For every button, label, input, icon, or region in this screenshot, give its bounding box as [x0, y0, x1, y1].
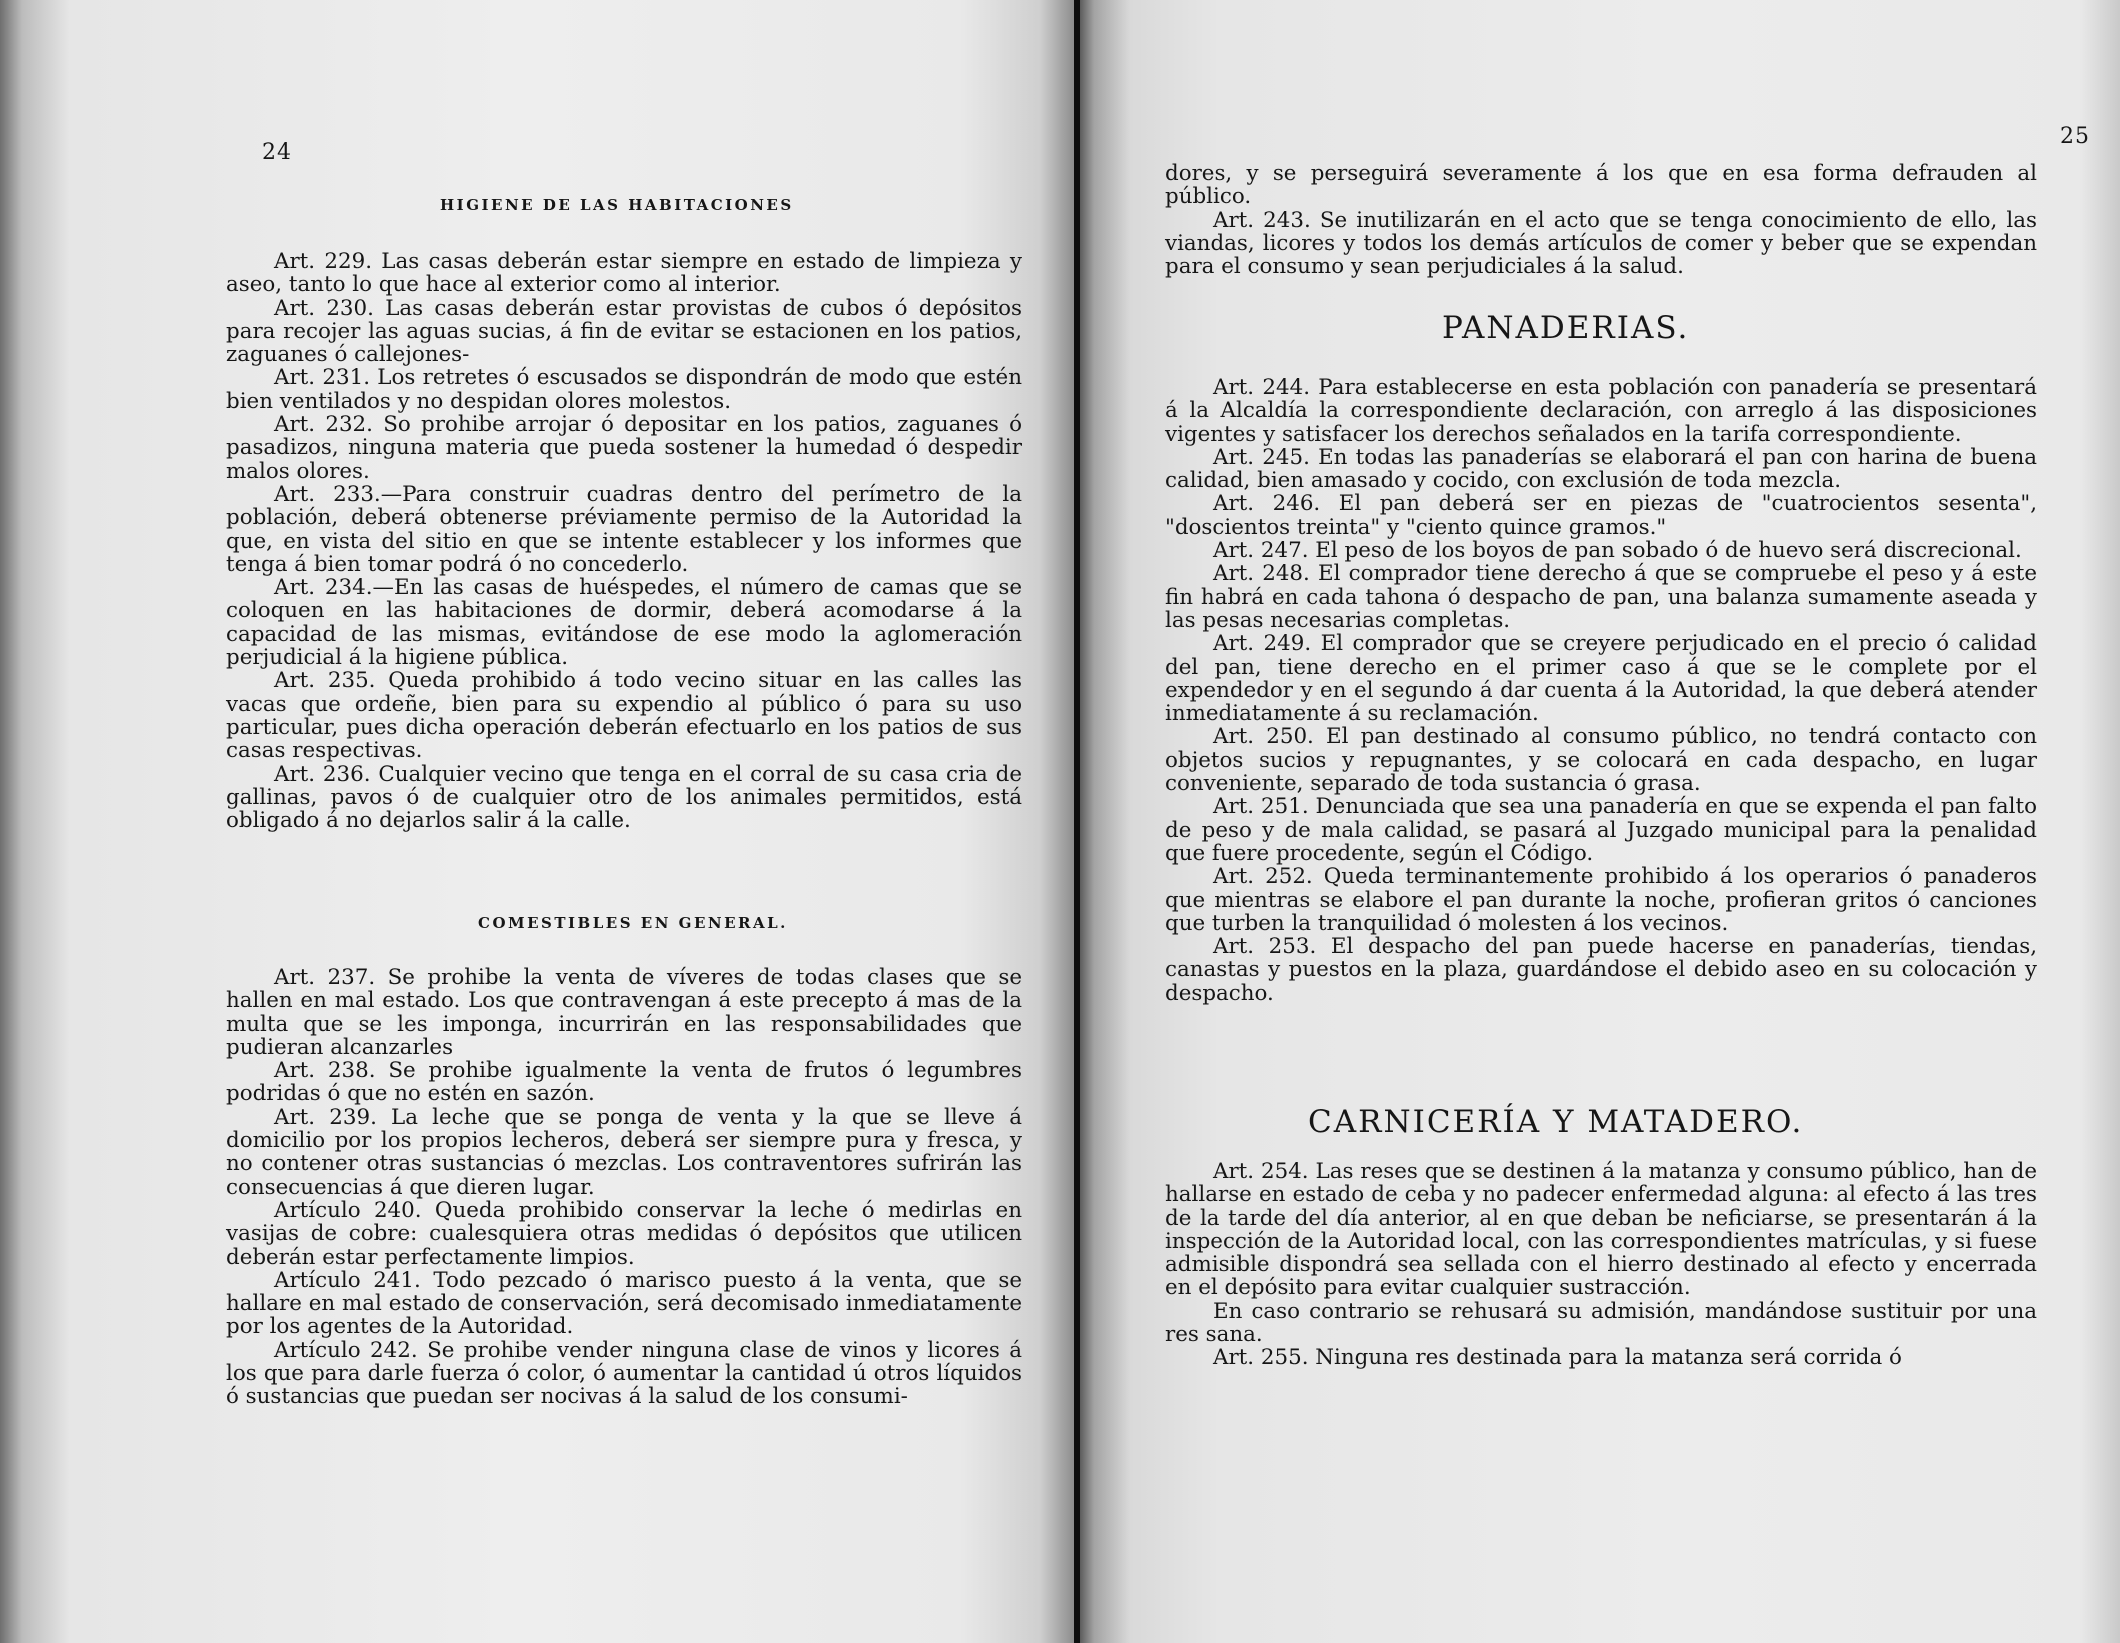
section-comestibles-body: [226, 966, 1022, 1409]
article-242: Artículo 242. Se prohibe vender ninguna clase de vinos y licores á los que para darle fuerza ó color, ó aumentar la cantidad ú otros líquidos ó sustancias que puedan ser nocivas á la salud de los consumi-: [226, 1337, 1022, 1410]
article-236: Art. 236. Cualquier vecino que tenga en el corral de su casa cria de gallinas, pavos ó de cualquier otro de los animales permitidos, está obligado á no dejarlos salir á la calle.: [226, 761, 1022, 834]
article-254-continued: En caso contrario se rehusará su admisión, mandándose sustituir por una res sana.: [1165, 1298, 2037, 1348]
article-245: Art. 245. En todas las panaderías se elaborará el pan con harina de buena calidad, bien amasado y cocido, con exclusión de toda mezcla.: [1165, 444, 2037, 494]
article-250: Art. 250. El pan destinado al consumo público, no tendrá contacto con objetos sucios y repugnantes, y se colocará en cada despacho, en lugar conveniente, separado de toda sustancia ó grasa.: [1165, 724, 2037, 797]
section-higiene-body: [226, 250, 1022, 832]
article-246: Art. 246. El pan deberá ser en piezas de "cuatrocientos sesenta", "doscientos treinta" y "ciento quince gramos.": [1165, 491, 2037, 540]
article-239: Art. 239. La leche que se ponga de venta y la que se lleve á domicilio por los propios lecheros, deberá ser siempre pura y fresca, y no contener otras sustancias ó mezclas. Los contraventores sufrirán las consecuencias á que dieren lugar.: [226, 1104, 1022, 1200]
page-number-right: 25: [2060, 124, 2090, 149]
article-253: Art. 253. El despacho del pan puede hacerse en panaderías, tiendas, canastas y puestos en la plaza, guardándose el debido aseo en su colocación y despacho.: [1165, 934, 2037, 1006]
article-242-continued: dores, y se perseguirá severamente á los que en esa forma defrauden al público.: [1165, 161, 2037, 210]
article-254: Art. 254. Las reses que se destinen á la matanza y consumo público, han de hallarse en estado de ceba y no padecer enfermedad alguna: al efecto á las tres de la tarde del día anterior, al en que deban be neficiarse, se presentarán á la inspección de la Autoridad local, con las correspondientes matrículas, y si fuese admisible dispondrá sea sellada con el hierro destinado al efecto y encerrada en el depósito para evitar cualquier sustracción.: [1165, 1159, 2037, 1301]
article-234: Art. 234.—En las casas de huéspedes, el número de camas que se coloquen en las habitaciones de dormir, deberá acomodarse á la capacidad de las mismas, evitándose de ese modo la aglomeración perjudicial á la higiene pública.: [226, 575, 1022, 671]
article-232: Art. 232. So prohibe arrojar ó depositar en los patios, zaguanes ó pasadizos, ninguna materia que pueda sostener la humedad ó despedir malos olores.: [226, 412, 1022, 484]
section-title-panaderias: PANADERIAS.: [1442, 310, 1690, 346]
article-231: Art. 231. Los retretes ó escusados se dispondrán de modo que estén bien ventilados y no despidan olores molestos.: [226, 365, 1022, 414]
article-229: Art. 229. Las casas deberán estar siempre en estado de limpieza y aseo, tanto lo que hace al exterior como al interior.: [226, 249, 1022, 298]
article-244: Art. 244. Para establecerse en esta población con panadería se presentará á la Alcaldía la correspondiente declaración, con arreglo á las disposiciones vigentes y satisfacer los derechos señalados en la tarifa correspondiente.: [1165, 375, 2037, 447]
section-title-higiene: HIGIENE DE LAS HABITACIONES: [440, 196, 794, 214]
right-page: [1080, 0, 2120, 1643]
article-249: Art. 249. El comprador que se creyere perjudicado en el precio ó calidad del pan, tiene derecho en el primer caso á que se le complete por el expendedor y en el segundo á dar cuenta á la Autoridad, la que deberá atender inmediatamente á su reclamación.: [1165, 631, 2037, 727]
article-255: Art. 255. Ninguna res destinada para la matanza será corrida ó: [1213, 1345, 1902, 1371]
article-240: Artículo 240. Queda prohibido conservar la leche ó medirlas en vasijas de cobre: cualesquiera otras medidas ó depósitos que utilicen deberán estar perfectamente limpios.: [226, 1197, 1022, 1270]
page-number-left: 24: [262, 140, 292, 165]
article-238: Art. 238. Se prohibe igualmente la venta de frutos ó legumbres podridas ó que no estén en sazón.: [226, 1058, 1022, 1107]
article-247: Art. 247. El peso de los boyos de pan sobado ó de huevo será discrecional.: [1213, 538, 2022, 564]
article-252: Art. 252. Queda terminantemente prohibido á los operarios ó panaderos que mientras se elabore el pan durante la noche, profieran gritos ó canciones que turben la tranquilidad ó molesten á los vecinos.: [1165, 864, 2037, 936]
article-251: Art. 251. Denunciada que sea una panadería en que se expenda el pan falto de peso y de mala calidad, se pasará al Juzgado municipal para la penalidad que fuere procedente, según el Código.: [1165, 794, 2037, 866]
article-243: Art. 243. Se inutilizarán en el acto que se tenga conocimiento de ello, las viandas, licores y todos los demás artículos de comer y beber que se expendan para el consumo y sean perjudiciales á la salud.: [1165, 207, 2037, 280]
article-233: Art. 233.—Para construir cuadras dentro del perímetro de la población, deberá obtenerse préviamente permiso de la Autoridad la que, en vista del sitio en que se intente establecer y los informes que tenga á bien tomar podrá ó no concederlo.: [226, 481, 1022, 577]
section-panaderias-body: [1165, 376, 2037, 1005]
article-237: Art. 237. Se prohibe la venta de víveres de todas clases que se hallen en mal estado. Los que contravengan á este precepto á mas de la multa que se les imponga, incurrirán en las responsabilidades que pudieran alcanzarles: [226, 965, 1022, 1060]
article-241: Artículo 241. Todo pezcado ó marisco puesto á la venta, que se hallare en mal estado de conservación, será decomisado inmediatamente por los agentes de la Autoridad.: [226, 1267, 1022, 1340]
article-248: Art. 248. El comprador tiene derecho á que se compruebe el peso y á este fin habrá en cada tahona ó despacho de pan, una balanza sumamente aseada y las pesas necesarias completas.: [1165, 561, 2037, 633]
continuation-body: [1165, 162, 2037, 278]
section-title-comestibles: COMESTIBLES EN GENERAL.: [478, 914, 788, 932]
section-title-carniceria: CARNICERÍA Y MATADERO.: [1308, 1104, 1804, 1140]
section-carniceria-body: [1165, 1160, 2037, 1370]
article-235: Art. 235. Queda prohibido á todo vecino situar en las calles las vacas que ordeñe, bien para su expendio al público ó para su uso particular, pues dicha operación deberán efectuarlo en los patios de sus casas respectivas.: [226, 668, 1022, 764]
article-230: Art. 230. Las casas deberán estar provistas de cubos ó depósitos para recojer las aguas sucias, á fin de evitar se estacionen en los patios, zaguanes ó callejones-: [226, 295, 1022, 368]
